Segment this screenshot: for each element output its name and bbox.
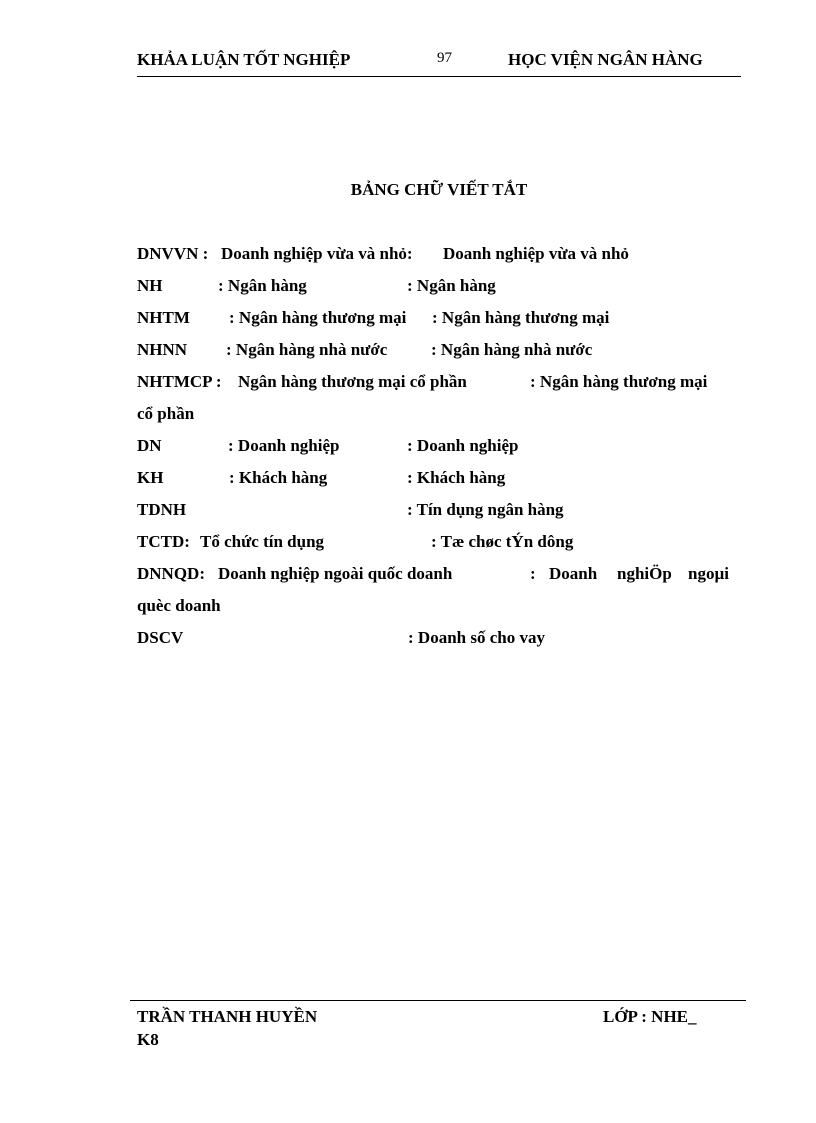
abbreviation: TDNH: [137, 500, 187, 519]
meaning: Ngân hàng thương mại cổ phần: [238, 372, 467, 391]
abbreviation: DNVVN :: [137, 244, 209, 263]
meaning-repeat: : Doanh số cho vay: [408, 628, 545, 647]
meaning-repeat-word: Doanh: [549, 564, 598, 583]
abbreviation: NH: [137, 276, 163, 295]
meaning-continuation: cổ phần: [137, 404, 195, 423]
abbreviation: NHTM: [137, 308, 190, 327]
header-divider: [137, 76, 741, 77]
meaning-repeat: : Tín dụng ngân hàng: [407, 500, 564, 519]
list-item: [137, 434, 741, 466]
meaning: : Ngân hàng: [218, 276, 307, 295]
meaning: : Ngân hàng nhà nước: [226, 340, 388, 359]
page-number: 97: [437, 50, 452, 66]
meaning-repeat: : Doanh nghiệp: [407, 436, 519, 455]
list-item: [137, 274, 741, 306]
footer-divider: [130, 1000, 746, 1001]
page-title: BẢNG CHỮ VIẾT TẮT: [350, 180, 528, 199]
meaning-continuation: quèc doanh: [137, 596, 221, 615]
meaning: : Khách hàng: [229, 468, 328, 487]
header-thesis-label: KHẢA LUẬN TỐT NGHIỆP: [137, 50, 351, 69]
class-label: LỚP : NHE_: [603, 1007, 697, 1026]
list-item: [137, 562, 741, 594]
abbreviation: NHTMCP :: [137, 372, 222, 391]
abbreviation: DSCV: [137, 628, 184, 647]
meaning-repeat-word: ngoµi: [688, 564, 729, 583]
meaning: : Doanh nghiệp: [228, 436, 340, 455]
meaning-repeat: : Tæ chøc tÝn dông: [431, 532, 574, 551]
meaning-repeat-colon: :: [530, 564, 536, 583]
class-label-continuation: K8: [137, 1030, 159, 1049]
list-item: [137, 498, 741, 530]
abbreviation: DN: [137, 436, 162, 455]
list-item: [137, 370, 741, 402]
meaning: Doanh nghiệp vừa và nhỏ:: [221, 244, 413, 263]
meaning-repeat: : Ngân hàng thương mại: [530, 372, 708, 391]
list-item-continuation: [137, 594, 741, 626]
meaning-repeat: : Ngân hàng thương mại: [432, 308, 610, 327]
header-institution: HỌC VIỆN NGÂN HÀNG: [508, 50, 703, 69]
abbreviation: NHNN: [137, 340, 188, 359]
list-item: [137, 338, 741, 370]
meaning-repeat: : Ngân hàng: [407, 276, 496, 295]
list-item: [137, 242, 741, 274]
abbreviation: DNNQD:: [137, 564, 205, 583]
abbreviation-list: [137, 242, 741, 658]
meaning-repeat: Doanh nghiệp vừa và nhỏ: [443, 244, 629, 263]
list-item-continuation: [137, 402, 741, 434]
list-item: [137, 466, 741, 498]
list-item: [137, 626, 741, 658]
abbreviation: KH: [137, 468, 164, 487]
meaning: Tổ chức tín dụng: [200, 532, 325, 551]
list-item: [137, 306, 741, 338]
list-item: [137, 530, 741, 562]
meaning: : Ngân hàng thương mại: [229, 308, 407, 327]
meaning-repeat: : Ngân hàng nhà nước: [431, 340, 593, 359]
meaning-repeat: : Khách hàng: [407, 468, 506, 487]
meaning: Doanh nghiệp ngoài quốc doanh: [218, 564, 453, 583]
author-name: TRẦN THANH HUYỀN: [137, 1007, 318, 1026]
abbreviation: TCTD:: [137, 532, 190, 551]
meaning-repeat-word: nghiÖp: [617, 564, 672, 583]
